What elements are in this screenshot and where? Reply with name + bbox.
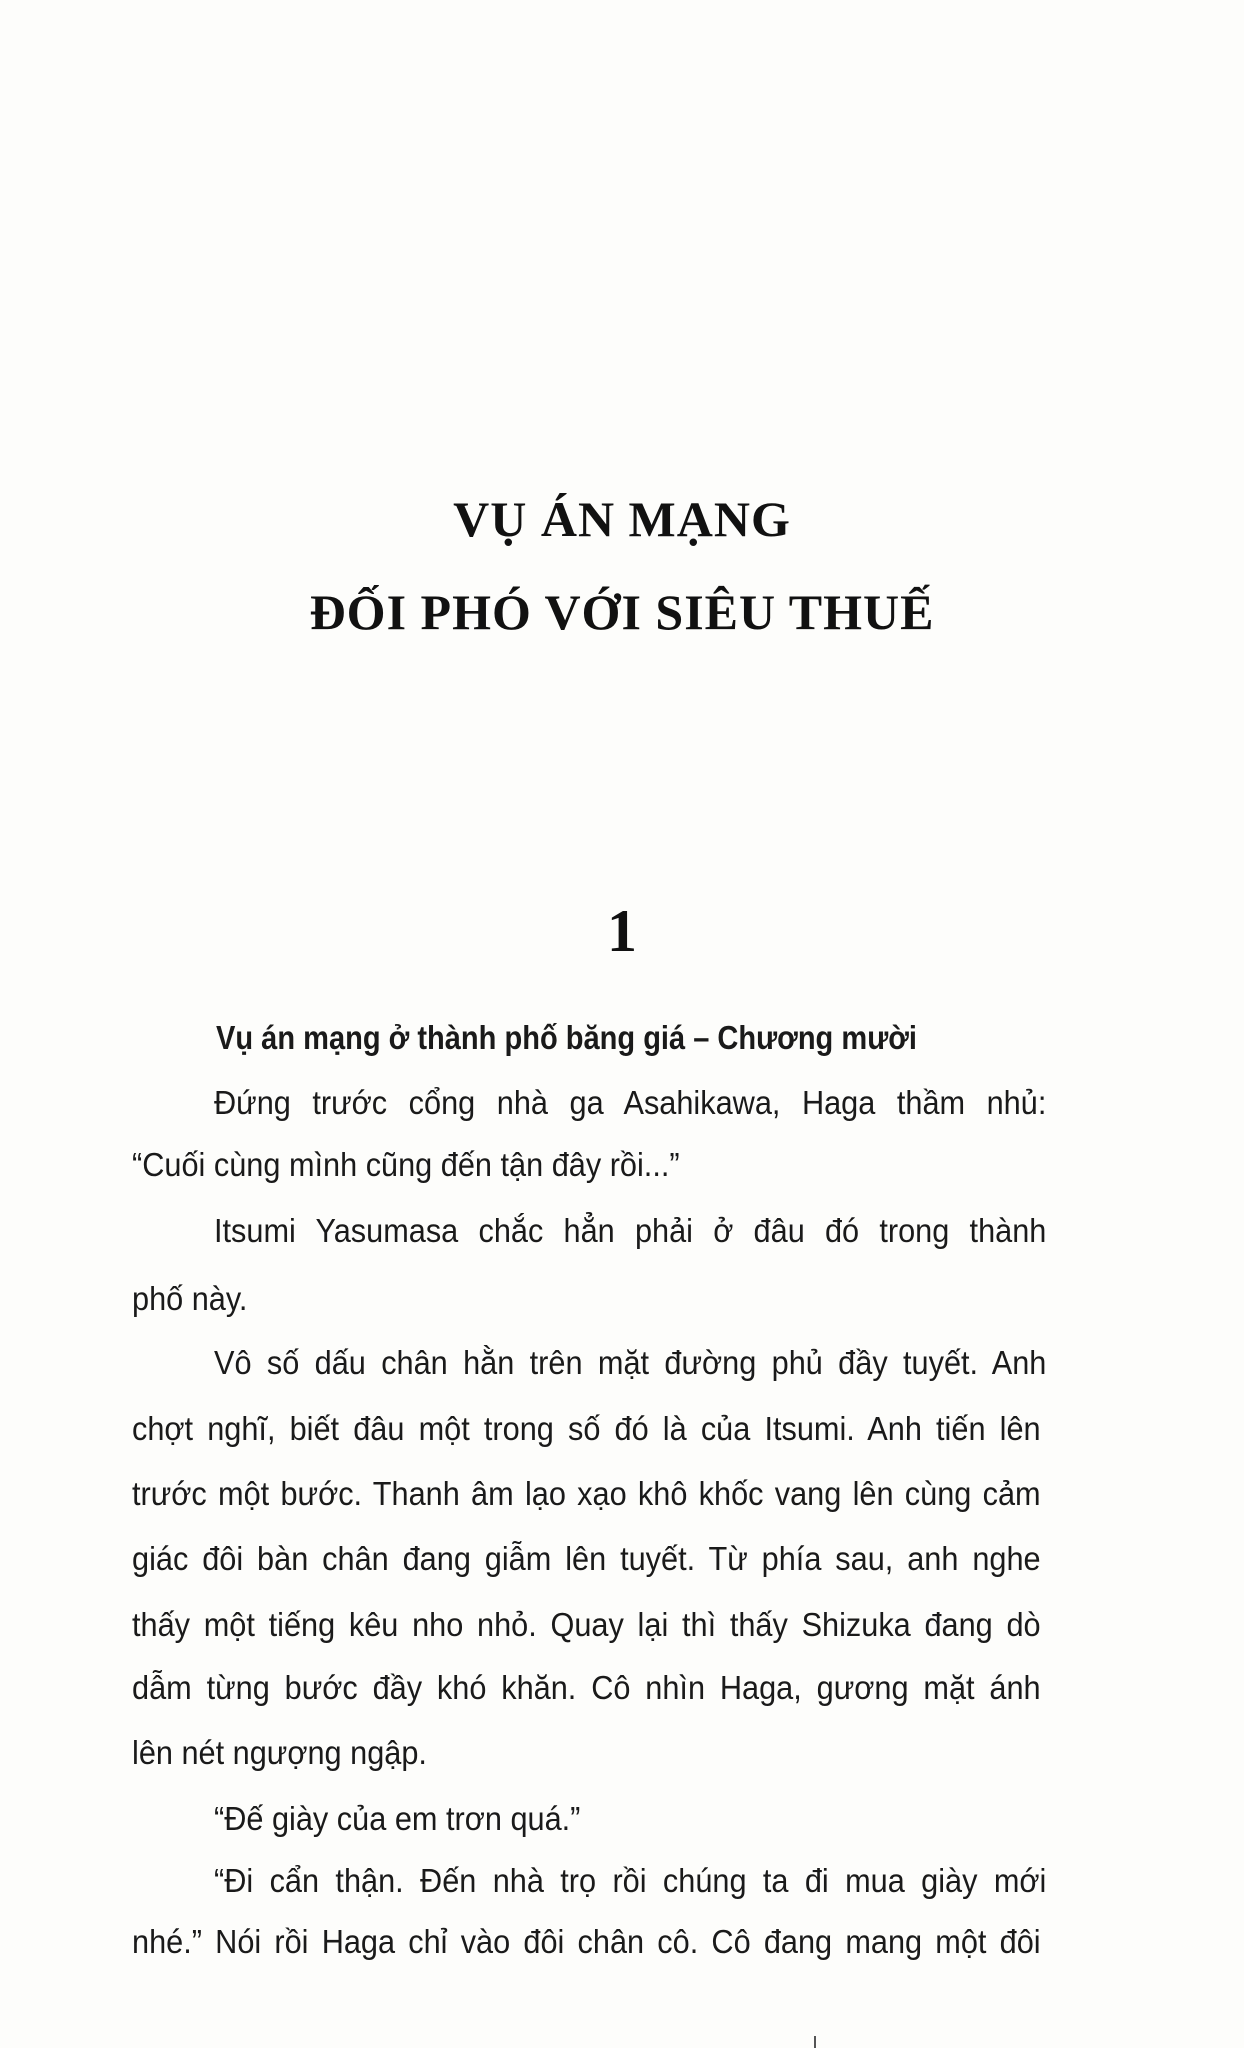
text-line: giác đôi bàn chân đang giẫm lên tuyết. Từ phía sau, anh nghe	[132, 1540, 1041, 1577]
text-line: nhé.” Nói rồi Haga chỉ vào đôi chân cô. Cô đang mang một đôi	[132, 1923, 1041, 1960]
story-title-line-2: ĐỐI PHÓ VỚI SIÊU THUẾ	[309, 584, 935, 640]
text-line: chợt nghĩ, biết đâu một trong số đó là của Itsumi. Anh tiến lên	[132, 1410, 1041, 1447]
text-line: dẫm từng bước đầy khó khăn. Cô nhìn Haga, gương mặt ánh	[132, 1669, 1041, 1706]
text-line: trước một bước. Thanh âm lạo xạo khô khốc vang lên cùng cảm	[132, 1475, 1041, 1512]
text-line: phố này.	[132, 1280, 248, 1317]
chapter-number: 1	[607, 898, 637, 964]
text-line: Đứng trước cổng nhà ga Asahikawa, Haga thầm nhủ:	[214, 1084, 1047, 1121]
text-line: Itsumi Yasumasa chắc hẳn phải ở đâu đó trong thành	[214, 1212, 1047, 1249]
story-title-line-1: VỤ ÁN MẠNG	[453, 491, 791, 547]
section-heading: Vụ án mạng ở thành phố băng giá – Chương mười	[216, 1019, 917, 1056]
text-line: “Đi cẩn thận. Đến nhà trọ rồi chúng ta đi mua giày mới	[214, 1862, 1047, 1899]
text-line: thấy một tiếng kêu nho nhỏ. Quay lại thì thấy Shizuka đang dò	[132, 1606, 1041, 1643]
page-mark	[814, 2036, 816, 2048]
text-line: lên nét ngượng ngập.	[132, 1734, 427, 1771]
text-line: “Đế giày của em trơn quá.”	[214, 1800, 581, 1837]
text-line: Vô số dấu chân hằn trên mặt đường phủ đầy tuyết. Anh	[214, 1344, 1047, 1381]
text-line: “Cuối cùng mình cũng đến tận đây rồi...”	[132, 1146, 680, 1183]
